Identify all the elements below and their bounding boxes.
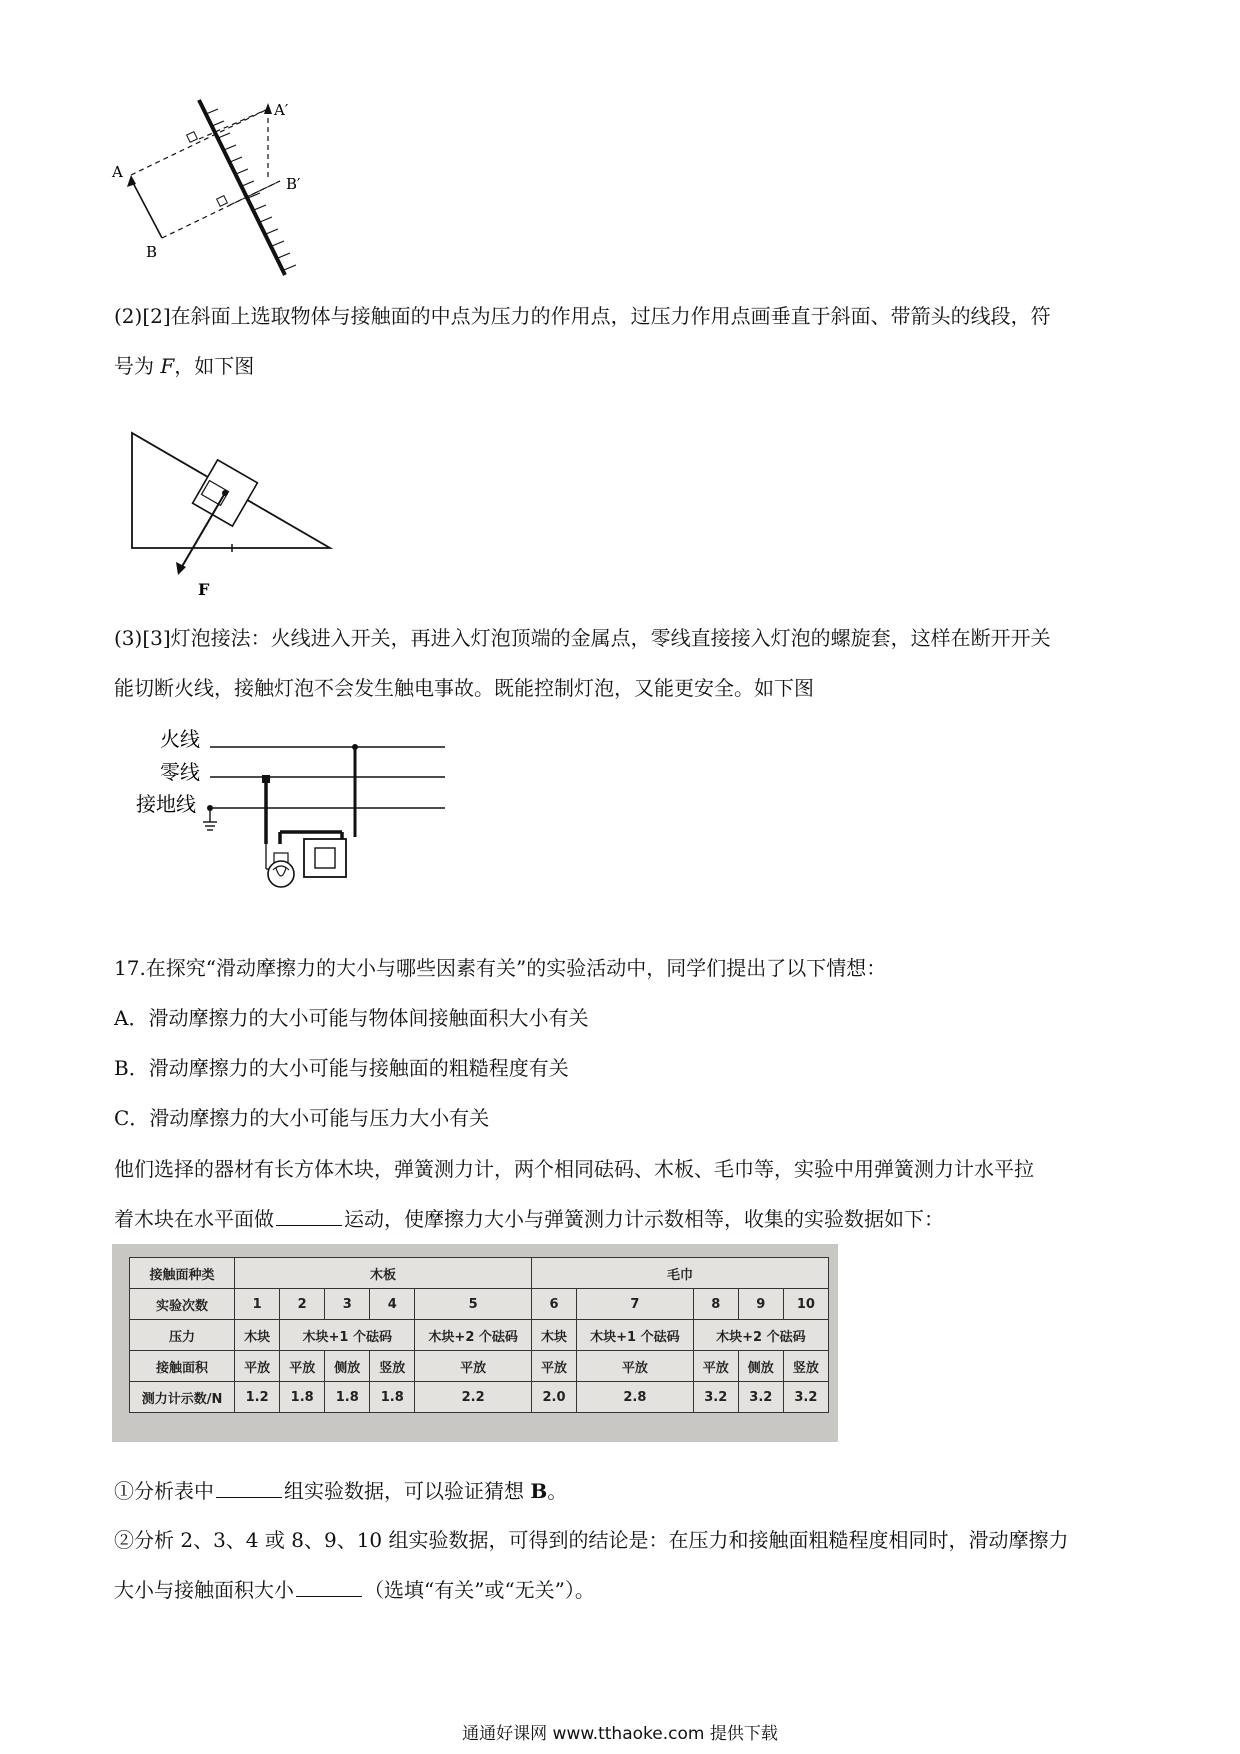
table-header-surface: 接触面种类 [130, 1258, 235, 1289]
table-row-pressure: 压力 木块 木块+1 个砝码 木块+2 个砝码 木块 木块+1 个砝码 木块+2 个砝码 [130, 1320, 829, 1351]
paragraph-2-line1: (2)[2]在斜面上选取物体与接触面的中点为压力的作用点，过压力作用点画垂直于斜面、带箭头的线段，符 [114, 304, 1051, 328]
q17-setup-line1: 他们选择的器材有长方体木块，弹簧测力计，两个相同砝码、木板、毛巾等，实验中用弹簧测力计水平拉 [114, 1157, 1034, 1181]
q17-option-a: A．滑动摩擦力的大小可能与物体间接触面积大小有关 [114, 1006, 589, 1030]
label-b-prime: B′ [286, 175, 301, 193]
incline-diagram [120, 430, 350, 600]
table-header-towel: 毛巾 [532, 1258, 829, 1289]
paragraph-2-line2: 号为 F，如下图 [114, 354, 255, 378]
answer-blank-groups[interactable] [216, 1479, 282, 1498]
q17-option-c: C．滑动摩擦力的大小可能与压力大小有关 [114, 1106, 490, 1130]
paragraph-3-line1: (3)[3]灯泡接法：火线进入开关，再进入灯泡顶端的金属点，零线直接接入灯泡的螺旋套，这样在断开开关 [114, 626, 1051, 650]
q17-intro: 17.在探究“滑动摩擦力的大小与哪些因素有关”的实验活动中，同学们提出了以下情想： [114, 956, 887, 980]
table-row-area: 接触面积 平放 平放 侧放 竖放 平放 平放 平放 平放 侧放 竖放 [130, 1351, 829, 1382]
table-row-reading: 测力计示数/N 1.2 1.8 1.8 1.8 2.2 2.0 2.8 3.2 3.2 3.2 [130, 1382, 829, 1413]
table-row-trial: 实验次数 1 2 3 4 5 6 7 8 9 10 [130, 1289, 829, 1320]
q17-sub1: ①分析表中 组实验数据，可以验证猜想 B。 [114, 1479, 568, 1503]
q17-option-b: B．滑动摩擦力的大小可能与接触面的粗糙程度有关 [114, 1056, 569, 1080]
q17-setup-line2: 着木块在水平面做 运动，使摩擦力大小与弹簧测力计示数相等，收集的实验数据如下： [114, 1207, 944, 1231]
q17-sub2-line2: 大小与接触面积大小 （选填“有关”或“无关”）。 [114, 1578, 595, 1602]
answer-blank-relation[interactable] [296, 1578, 362, 1597]
footer-source: 通通好课网 www.tthaoke.com 提供下载 [462, 1724, 778, 1744]
mirror-diagram [110, 95, 370, 280]
label-a: A [112, 163, 123, 181]
paragraph-3-line2: 能切断火线，接触灯泡不会发生触电事故。既能控制灯泡，又能更安全。如下图 [114, 676, 814, 700]
data-table-photo [112, 1244, 838, 1442]
circuit-diagram [130, 722, 460, 912]
answer-blank-motion[interactable] [276, 1207, 342, 1226]
label-a-prime: A′ [274, 101, 289, 119]
label-neutral-wire: 零线 [160, 760, 200, 784]
label-b: B [146, 243, 158, 261]
q17-sub2-line1: ②分析 2、3、4 或 8、9、10 组实验数据，可得到的结论是：在压力和接触面粗糙程度相同时，滑动摩擦力 [114, 1528, 1069, 1552]
label-f: F [198, 580, 210, 599]
label-live-wire: 火线 [160, 727, 200, 751]
table-header-wood: 木板 [235, 1258, 532, 1289]
label-ground-wire: 接地线 [136, 792, 196, 816]
data-table [129, 1257, 829, 1413]
